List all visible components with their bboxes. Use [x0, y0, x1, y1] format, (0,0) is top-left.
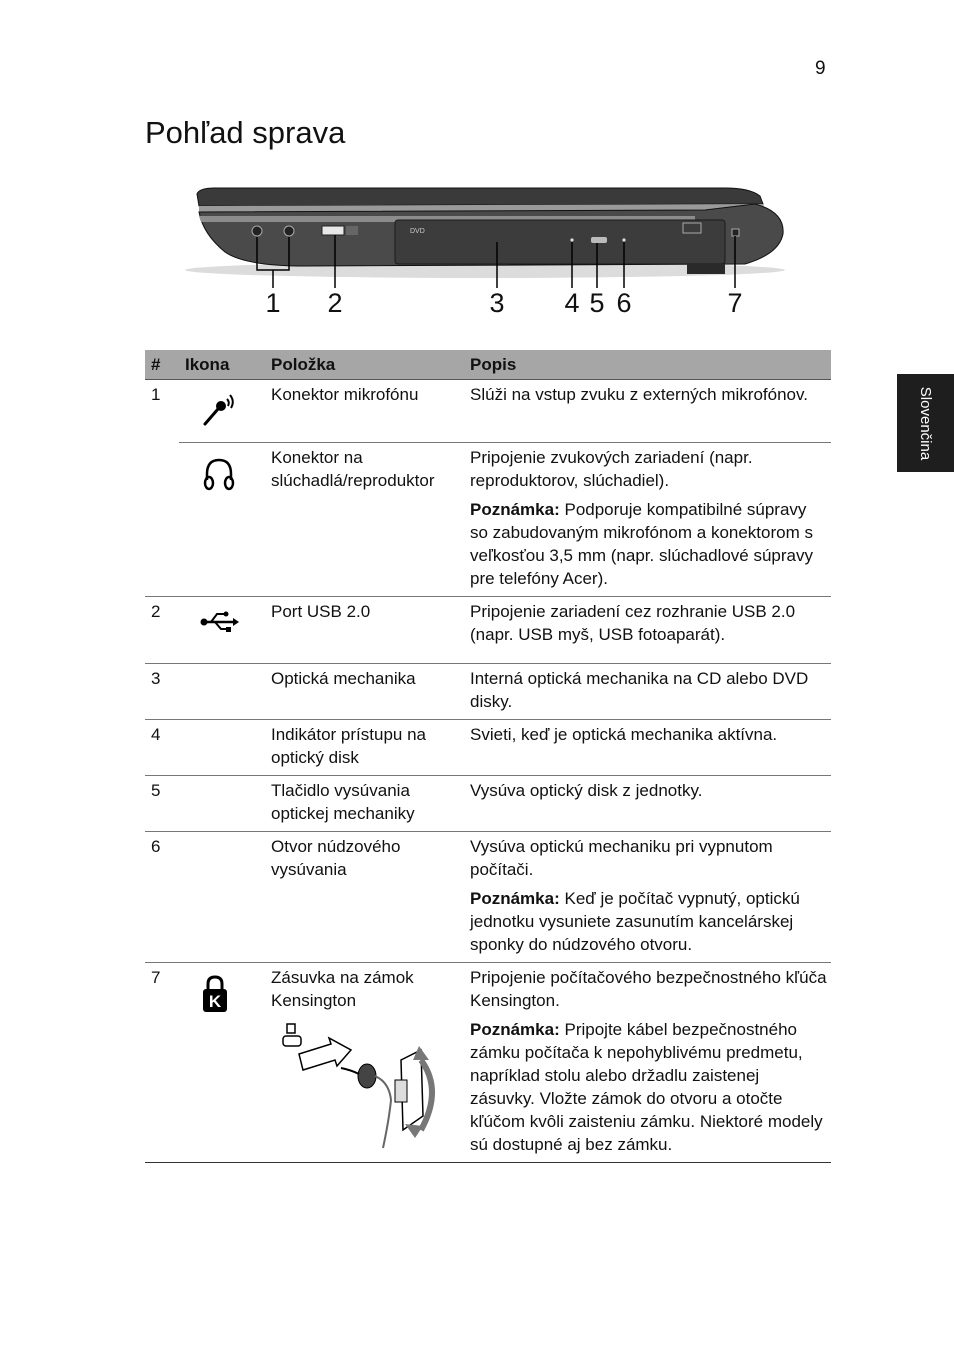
header-description: Popis [464, 350, 831, 379]
header-item: Položka [265, 350, 464, 379]
usb-icon [199, 608, 239, 634]
row-number: 6 [145, 831, 179, 962]
table-header-row [145, 350, 831, 379]
row-description: Vysúva optickú mechaniku pri vypnutom počítači. [470, 836, 773, 879]
row-description: Slúži na vstup zvuku z externých mikrofónov. [470, 384, 808, 404]
language-label: Slovenčina [917, 386, 935, 460]
callout-7: 7 [727, 288, 743, 318]
language-side-tab [897, 374, 954, 472]
note-text: Pripojte kábel bezpečnostného zámku počítača k nepohyblivému predmetu, napríklad stolu alebo držadlu zaistenej zásuvky. Vložte zámok do otvoru a otočte kľúčom kvôli zaisteniu zámku. Niektoré modely sú dostupné aj bez zámku. [470, 1019, 823, 1154]
table-row [145, 596, 831, 663]
callout-5: 5 [589, 288, 605, 318]
row-description: Svieti, keď je optická mechanika aktívna. [470, 724, 778, 744]
ports-table [145, 350, 831, 1163]
row-note [470, 1018, 827, 1156]
note-text: Podporuje kompatibilné súpravy so zabudovaným mikrofónom a konektorom s veľkosťou 3,5 mm (napr. slúchadlové súpravy pre telefóny Acer). [470, 499, 813, 588]
note-label: Poznámka: [470, 888, 560, 908]
row-item: Konektor mikrofónu [265, 379, 464, 442]
row-description: Vysúva optický disk z jednotky. [470, 780, 703, 800]
row-item: Konektor na slúchadlá/reproduktor [265, 442, 464, 596]
callout-3: 3 [489, 288, 505, 318]
row-note [470, 498, 827, 590]
table-row [145, 775, 831, 831]
row-number: 5 [145, 775, 179, 831]
row-number: 3 [145, 663, 179, 719]
row-number: 7 [145, 962, 179, 1162]
headphones-icon [199, 454, 239, 494]
table-row [145, 719, 831, 775]
row-item: Port USB 2.0 [265, 596, 464, 663]
header-icon: Ikona [179, 350, 265, 379]
row-number [145, 442, 179, 596]
row-number: 4 [145, 719, 179, 775]
table-row [145, 962, 831, 1162]
row-item: Indikátor prístupu na optický disk [265, 719, 464, 775]
svg-text:DVD: DVD [410, 228, 425, 235]
table-row [145, 442, 831, 596]
row-number: 2 [145, 596, 179, 663]
table-row [145, 379, 831, 442]
table-row [145, 831, 831, 962]
note-label: Poznámka: [470, 1019, 560, 1039]
row-item: Tlačidlo vysúvania optickej mechaniky [265, 775, 464, 831]
page-number: 9 [815, 58, 826, 79]
row-description: Pripojenie zvukových zariadení (napr. reproduktorov, slúchadiel). [470, 447, 753, 490]
note-text: Keď je počítač vypnutý, optickú jednotku vysuniete zasunutím kancelárskej sponky do núdzového otvoru. [470, 888, 800, 954]
row-item: Optická mechanika [265, 663, 464, 719]
row-description: Interná optická mechanika na CD alebo DVD disky. [470, 668, 809, 711]
callout-1: 1 [265, 288, 281, 318]
note-label: Poznámka: [470, 499, 560, 519]
row-item: Zásuvka na zámok Kensington [271, 967, 414, 1010]
callout-6: 6 [616, 288, 632, 318]
row-description: Pripojenie počítačového bezpečnostného kľúča Kensington. [470, 967, 827, 1010]
callout-4: 4 [564, 288, 580, 318]
table-row [145, 663, 831, 719]
kensington-lock-illustration [271, 1020, 441, 1150]
header-number: # [145, 350, 179, 379]
row-item: Otvor núdzového vysúvania [265, 831, 464, 962]
row-note [470, 887, 827, 956]
callout-2: 2 [327, 288, 343, 318]
microphone-icon [199, 391, 239, 431]
kensington-lock-icon [199, 974, 231, 1014]
svg-text:K: K [208, 991, 222, 1011]
page-title: Pohľad sprava [145, 115, 346, 150]
row-number: 1 [151, 384, 161, 404]
row-description: Pripojenie zariadení cez rozhranie USB 2.0 (napr. USB myš, USB fotoaparát). [470, 601, 796, 644]
